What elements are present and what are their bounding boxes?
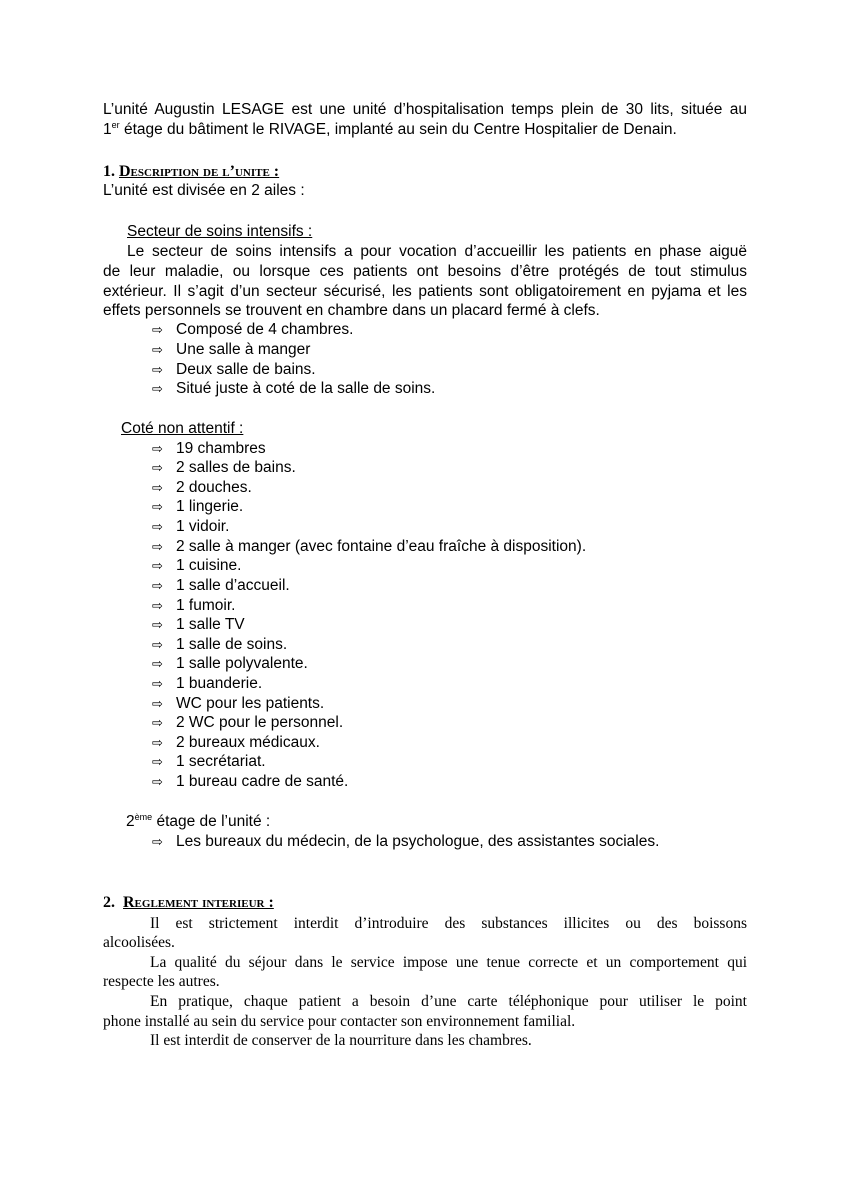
arrow-icon: ⇨ xyxy=(152,657,163,672)
list-item: ⇨ 1 lingerie. xyxy=(152,498,244,515)
list-item: ⇨ 2 WC pour le personnel. xyxy=(152,714,344,731)
list-item: ⇨ 1 cuisine. xyxy=(152,557,242,574)
section-1-heading xyxy=(103,163,279,181)
arrow-icon: ⇨ xyxy=(152,520,163,535)
arrow-icon: ⇨ xyxy=(152,481,163,496)
rule-paragraph-line: La qualité du séjour dans le service impose une tenue correcte et un comportement qui xyxy=(150,954,747,971)
list-item: ⇨ 1 bureau cadre de santé. xyxy=(152,773,349,790)
arrow-icon: ⇨ xyxy=(152,755,163,770)
arrow-icon: ⇨ xyxy=(152,323,163,338)
rule-paragraph-line: respecte les autres. xyxy=(103,973,220,990)
list-item: ⇨ 1 salle de soins. xyxy=(152,636,288,653)
arrow-icon: ⇨ xyxy=(152,599,163,614)
list-item: ⇨ 1 salle d’accueil. xyxy=(152,577,290,594)
arrow-icon: ⇨ xyxy=(152,638,163,653)
list-item: ⇨ 2 bureaux médicaux. xyxy=(152,734,320,751)
intensive-heading: Secteur de soins intensifs : xyxy=(127,223,313,240)
intensive-para-line: Le secteur de soins intensifs a pour vocation d’accueillir les patients en phase aiguë xyxy=(127,243,747,260)
arrow-icon: ⇨ xyxy=(152,559,163,574)
rule-paragraph-line: phone installé au sein du service pour contacter son environnement familial. xyxy=(103,1013,576,1030)
list-item: ⇨ Les bureaux du médecin, de la psychologue, des assistantes sociales. xyxy=(152,833,660,850)
intensive-para-line: de leur maladie, ou lorsque ces patients ont besoins d’être protégés de tout stimulus xyxy=(103,263,747,280)
second-floor-heading: 2ème étage de l’unité : xyxy=(126,812,271,830)
list-item: ⇨ WC pour les patients. xyxy=(152,695,325,712)
list-item: ⇨ 1 vidoir. xyxy=(152,518,230,535)
rule-paragraph-line: Il est strictement interdit d’introduire des substances illicites ou des boissons xyxy=(150,915,747,932)
arrow-icon: ⇨ xyxy=(152,618,163,633)
section-1-number: 1. xyxy=(103,163,115,180)
section-2-title: Reglement interieur : xyxy=(123,894,274,911)
non-attentive-heading: Coté non attentif : xyxy=(121,420,244,437)
arrow-icon: ⇨ xyxy=(152,500,163,515)
intensive-para-line: extérieur. Il s’agit d’un secteur sécurisé, les patients sont obligatoirement en pyjama et les xyxy=(103,283,747,300)
arrow-icon: ⇨ xyxy=(152,579,163,594)
section-2-heading xyxy=(103,894,274,912)
section-2-number: 2. xyxy=(103,894,115,911)
list-item: ⇨ Deux salle de bains. xyxy=(152,361,316,378)
list-item: ⇨ 1 salle polyvalente. xyxy=(152,655,308,672)
arrow-icon: ⇨ xyxy=(152,382,163,397)
rule-paragraph-line: alcoolisées. xyxy=(103,934,175,951)
list-item: ⇨ 1 secrétariat. xyxy=(152,753,266,770)
list-item: ⇨ 1 buanderie. xyxy=(152,675,263,692)
list-item: ⇨ Composé de 4 chambres. xyxy=(152,321,354,338)
arrow-icon: ⇨ xyxy=(152,540,163,555)
arrow-icon: ⇨ xyxy=(152,835,163,850)
intro-line-2: 1er étage du bâtiment le RIVAGE, implanté au sein du Centre Hospitalier de Denain. xyxy=(103,120,677,138)
rule-paragraph-line: En pratique, chaque patient a besoin d’une carte téléphonique pour utiliser le point xyxy=(150,993,747,1010)
arrow-icon: ⇨ xyxy=(152,716,163,731)
arrow-icon: ⇨ xyxy=(152,775,163,790)
list-item: ⇨ 19 chambres xyxy=(152,440,266,457)
arrow-icon: ⇨ xyxy=(152,442,163,457)
intro-line-1: L’unité Augustin LESAGE est une unité d’hospitalisation temps plein de 30 lits, située au xyxy=(103,101,747,118)
list-item: ⇨ 1 salle TV xyxy=(152,616,245,633)
intensive-para-line: effets personnels se trouvent en chambre dans un placard fermé à clefs. xyxy=(103,302,600,319)
rule-paragraph-line: Il est interdit de conserver de la nourriture dans les chambres. xyxy=(150,1032,532,1049)
arrow-icon: ⇨ xyxy=(152,461,163,476)
arrow-icon: ⇨ xyxy=(152,697,163,712)
list-item: ⇨ 1 fumoir. xyxy=(152,597,236,614)
arrow-icon: ⇨ xyxy=(152,343,163,358)
list-item: ⇨ 2 salle à manger (avec fontaine d’eau fraîche à disposition). xyxy=(152,538,587,555)
list-item: ⇨ 2 douches. xyxy=(152,479,252,496)
arrow-icon: ⇨ xyxy=(152,677,163,692)
list-item: ⇨ Situé juste à coté de la salle de soins. xyxy=(152,380,436,397)
arrow-icon: ⇨ xyxy=(152,363,163,378)
list-item: ⇨ Une salle à manger xyxy=(152,341,311,358)
list-item: ⇨ 2 salles de bains. xyxy=(152,459,296,476)
section-1-title: Description de l’unite : xyxy=(119,163,280,180)
arrow-icon: ⇨ xyxy=(152,736,163,751)
section-1-subtitle: L’unité est divisée en 2 ailes : xyxy=(103,182,305,199)
